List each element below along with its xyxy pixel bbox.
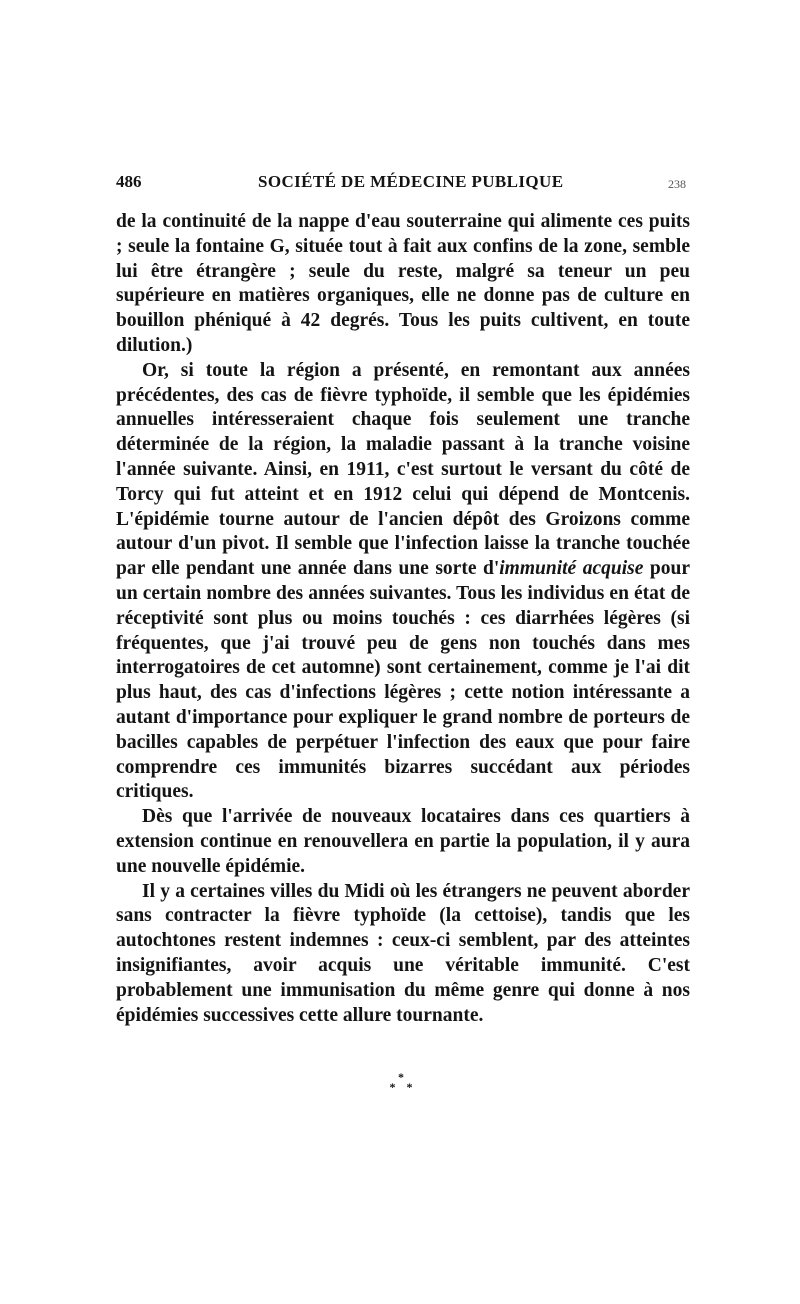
section-end-ornament bbox=[116, 1070, 690, 1095]
italic-term-immunite-acquise: immunité acquise bbox=[499, 558, 644, 580]
paragraph-4-text: Il y a certaines villes du Midi où les étrangers ne peuvent aborder sans contracter la fièvre typhoïde (la cettoise), tandis que les autochtones restent indemnes : ceux-ci semblent, par des atteintes insignifiantes, avoir acquis une véritable immunité. C'est probablement une immunisation du même genre qui donne à nos épidémies successives cette allure tournante. bbox=[116, 880, 690, 1026]
body-text bbox=[116, 210, 690, 1028]
book-page bbox=[116, 170, 690, 1095]
paragraph-3 bbox=[116, 805, 690, 879]
running-title: SOCIÉTÉ DE MÉDECINE PUBLIQUE bbox=[258, 172, 564, 191]
paragraph-3-text: Dès que l'arrivée de nouveaux locataires dans ces quartiers à extension continue en renouvellera en partie la population, il y aura une nouvelle épidémie. bbox=[116, 806, 690, 877]
paragraph-4 bbox=[116, 880, 690, 1029]
ornament-stars-bottom: * * bbox=[389, 1080, 417, 1095]
paragraph-1-text: de la continuité de la nappe d'eau souterraine qui alimente ces puits ; seule la fontaine G, située tout à fait aux confins de la zone, semble lui être étrangère ; seule du reste, malgré sa teneur un peu supérieure en matières organiques, elle ne donne pas de culture en bouillon phéniqué à 42 degrés. Tous les puits cultivent, en toute dilution.) bbox=[116, 211, 690, 356]
page-number: 486 bbox=[116, 172, 142, 191]
paragraph-2 bbox=[116, 359, 690, 805]
folio-number: 238 bbox=[668, 177, 686, 191]
paragraph-2-text-a: Or, si toute la région a présenté, en remontant aux années précédentes, des cas de fièvre typhoïde, il semble que les épidémies annuelles intéresseraient chaque fois seulement une tranche déterminée de la région, la maladie passant à la tranche voisine l'année suivante. Ainsi, en 1911, c'est surtout le versant du côté de Torcy qui fut atteint et en 1912 celui qui dépend de Montcenis. L'épidémie tourne autour de l'ancien dépôt des Groizons comme autour d'un pivot. Il semble que l'infection laisse la tranche touchée par elle pendant une année dans une sorte d' bbox=[116, 359, 690, 580]
page-header bbox=[116, 170, 690, 194]
ornament-star-top: * bbox=[398, 1070, 408, 1085]
paragraph-1 bbox=[116, 210, 690, 359]
paragraph-2-text-b: pour un certain nombre des années suivantes. Tous les individus en état de réceptivité sont plus ou moins touchés : ces diarrhées légères (si fréquentes, que j'ai trouvé peu de gens non touchés dans mes interrogatoires de cet automne) sont certainement, comme je l'ai dit plus haut, des cas d'infections légères ; cette notion intéressante a autant d'importance pour expliquer le grand nombre de porteurs de bacilles capables de perpétuer l'infection des eaux que pour faire comprendre ces immunités bizarres succédant aux périodes critiques. bbox=[116, 558, 690, 803]
